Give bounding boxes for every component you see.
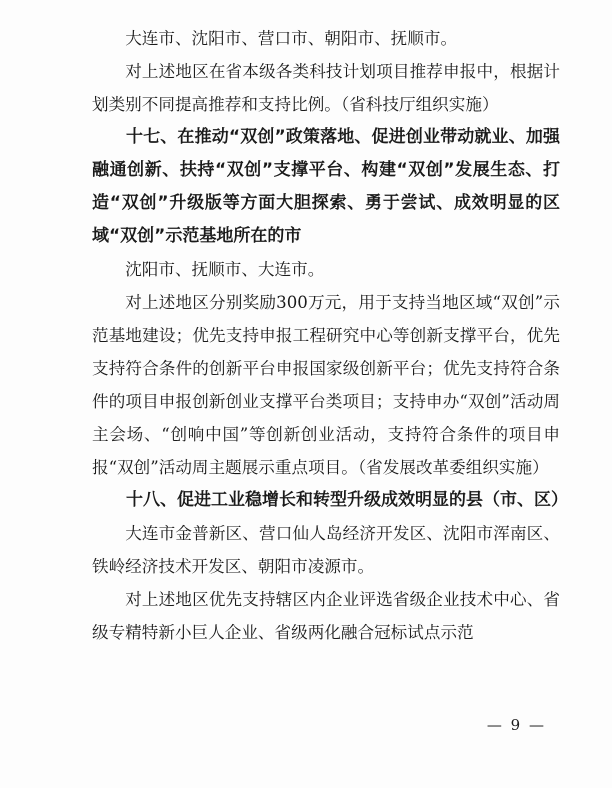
paragraph-cities-17: 沈阳市、抚顺市、大连市。 <box>125 260 325 279</box>
paragraph-cities-list: 大连市、沈阳市、营口市、朝阳市、抚顺市。 <box>125 29 458 48</box>
heading-section-17: 十七、在推动“双创”政策落地、促进创业带动就业、加强融通创新、扶持“双创”支撑平台、构建“双创”发展生态、打造“双创”升级版等方面大胆探索、勇于尝试、成效明显的区域“双创”示范基地所在的市 <box>92 127 560 246</box>
heading-section-18: 十八、促进工业稳增长和转型升级成效明显的县（市、区） <box>126 490 568 510</box>
body-text <box>92 22 568 649</box>
paragraph-tech-support: 对上述地区在省本级各类科技计划项目推荐申报中，根据计划类别不同提高推荐和支持比例。（省科技厅组织实施） <box>92 62 560 114</box>
paragraph-districts-18: 大连市金普新区、营口仙人岛经济开发区、沈阳市浑南区、铁岭经济技术开发区、朝阳市凌源市。 <box>92 524 560 576</box>
paragraph-support-18: 对上述地区优先支持辖区内企业评选省级企业技术中心、省级专精特新小巨人企业、省级两化融合冠标试点示范 <box>92 590 560 642</box>
page-number: — 9 — <box>486 716 546 734</box>
paragraph-reward-17: 对上述地区分别奖励300万元，用于支持当地区域“双创”示范基地建设；优先支持申报工程研究中心等创新支撑平台，优先支持符合条件的创新平台申报国家级创新平台；优先支持符合条件的项目申报创新创业支撑平台类项目；支持申办“双创”活动周主会场、“创响中国”等创新创业活动，支持符合条件的项目申报“双创”活动周主题展示重点项目。（省发展改革委组织实施） <box>92 293 560 477</box>
